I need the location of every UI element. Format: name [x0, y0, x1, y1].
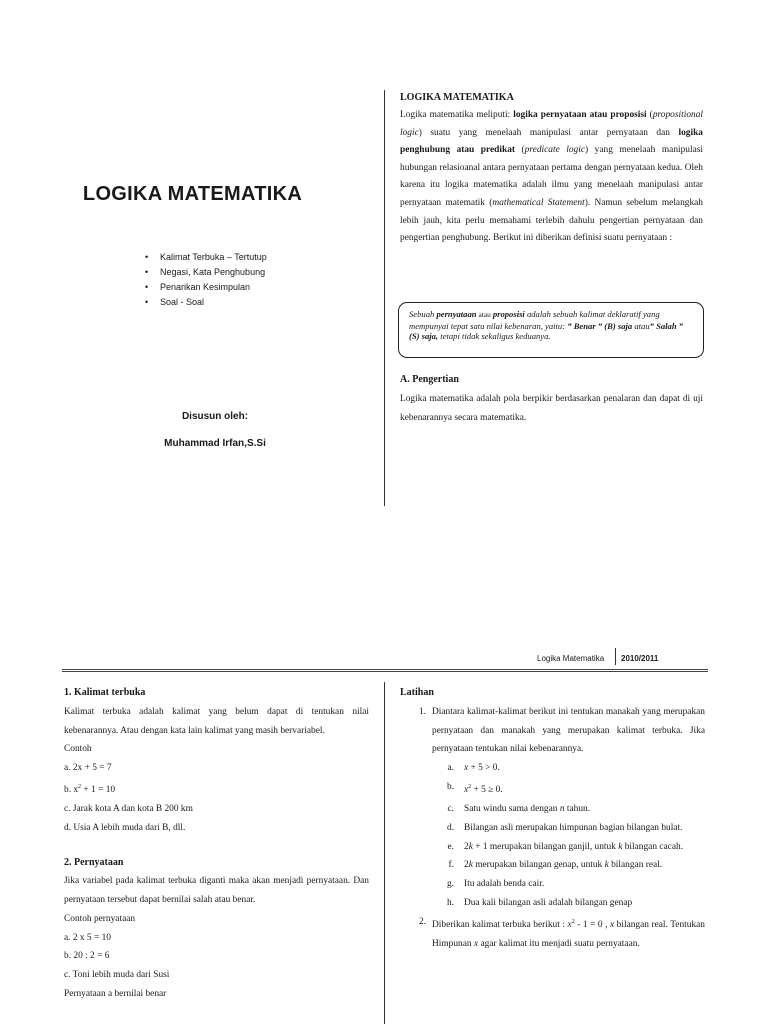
exercise-subitem: b. $x^2 + 5 \ge 0$.: [446, 781, 503, 796]
example-note: Pernyataan a bernilai benar: [64, 989, 167, 1000]
example-item: a. 2x + 5 = 7: [64, 763, 112, 774]
example-item: a. 2 x 5 = 10: [64, 932, 111, 943]
exercise-subitem: a. x + 5 > 0.: [447, 763, 500, 774]
topic-item: • Negasi, Kata Penghubung: [145, 265, 267, 280]
section-a-text: Logika matematika adalah pola berpikir berdasarkan penalaran dan dapat di uji kebenarannya secara matematika.: [400, 394, 703, 423]
running-header-title: Logika Matematika: [537, 654, 605, 663]
example-item: b. $x^2 + 1 = 10$: [64, 783, 116, 796]
exercise-item: 1. Diantara kalimat-kalimat berikut ini tentukan manakah yang merupakan pernyataan dan manakah yang merupakan kalimat terbuka. Jika pernyataan tentukan nilai kebenarannya.: [418, 706, 705, 755]
header-divider: [615, 648, 616, 665]
column-divider: [384, 682, 385, 1024]
exercise-subitem: e. 2k + 1 merupakan bilangan ganjil, untuk k bilangan cacah.: [447, 841, 684, 852]
topic-item: • Kalimat Terbuka – Tertutup: [145, 250, 267, 265]
example-item: d. Usia A lebih muda dari B, dll.: [64, 822, 186, 833]
definition-box: Sebuah pernyataan atau proposisi adalah sebuah kalimat deklaratif yang mempunyai tepat satu nilai kebenaran, yaitu: ” Benar ” (B) saja atau” Salah ” (S) saja, tetapi tidak sekaligus keduanya.: [398, 302, 704, 358]
column-divider: [384, 90, 385, 506]
topic-item: • Penarikan Kesimpulan: [145, 280, 267, 295]
section-title: 1. Kalimat terbuka: [64, 687, 146, 698]
running-header-year: 2010/2011: [621, 654, 659, 663]
section-text: Kalimat terbuka adalah kalimat yang belum dapat di tentukan nilai kebenarannya. Atau dengan kata lain kalimat yang masih bervariabel.: [64, 706, 369, 736]
exercise-subitem: h. Dua kali bilangan asli adalah bilangan genap: [446, 897, 633, 908]
section-a-title: A. Pengertian: [400, 374, 459, 385]
example-label: Contoh pernyataan: [64, 913, 136, 924]
example-item: c. Jarak kota A dan kota B 200 km: [64, 803, 193, 814]
author-name: Muhammad Irfan,S.Si: [164, 438, 266, 449]
cover-title: LOGIKA MATEMATIKA: [82, 183, 303, 205]
topic-list: [145, 250, 267, 310]
intro-heading: LOGIKA MATEMATIKA: [400, 92, 514, 103]
left-column: [64, 684, 369, 1004]
exercise-subitem: d. Bilangan asli merupakan himpunan bagian bilangan bulat.: [446, 822, 683, 833]
intro-section: [400, 92, 703, 248]
example-item: c. Toni lebih muda dari Susi: [64, 970, 170, 981]
example-item: b. 20 : 2 = 6: [64, 951, 110, 962]
right-column: [400, 684, 705, 953]
exercise-item: 2. Diberikan kalimat terbuka berikut : $x^2 - 1 = 0$ , x bilangan real. Tentukan Himpunan x agar kalimat itu menjadi suatu pernyataan.: [418, 916, 705, 949]
section-text: Jika variabel pada kalimat terbuka diganti maka akan menjadi pernyataan. Dan pernyataan tersebut dapat bernilai salah atau benar.: [64, 876, 369, 906]
example-label: Contoh: [64, 744, 92, 755]
intro-paragraph: Logika matematika meliputi: logika pernyataan atau proposisi (propositional logic) suatu yang menelaah manipulasi antar pernyataan dan logika penghubung atau predikat (predicate logic) yang menelaah manipulasi hubungan relasioanal antara pernyataan pertama dengan pernyataan kedua. Oleh karena itu logika matematika adalah ilmu yang menelaah manipulasi antar pernyataan matematik (mathematical Statement). Namun sebelum melangkah lebih jauh, kita perlu memahami terlebih dahulu pengertian pernyataan dan pengertian penghubung. Berikut ini diberikan definisi suatu pernyataan :: [400, 110, 704, 244]
header-rule: [62, 669, 708, 672]
exercise-subitem: f. 2k merupakan bilangan genap, untuk k bilangan real.: [448, 860, 663, 871]
section-title: 2. Pernyataan: [64, 856, 124, 868]
exercise-subitem: c. Satu windu sama dengan n tahun.: [447, 803, 591, 814]
topic-item: • Soal - Soal: [145, 295, 267, 310]
author-label: Disusun oleh:: [181, 411, 249, 422]
latihan-title: Latihan: [400, 687, 434, 698]
exercise-subitem: g. Itu adalah benda cair.: [446, 879, 545, 890]
